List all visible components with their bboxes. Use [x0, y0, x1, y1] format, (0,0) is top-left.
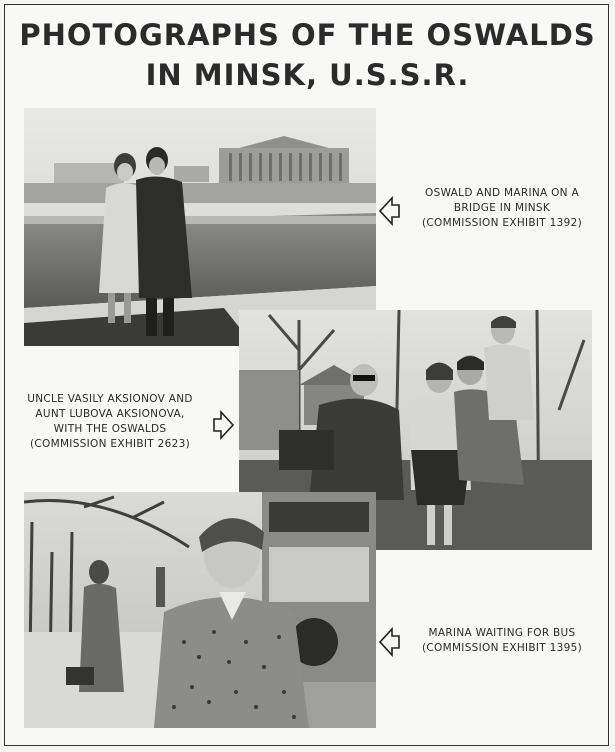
- caption-line: UNCLE VASILY AKSIONOV AND: [27, 393, 193, 405]
- arrow-right-icon: [213, 410, 235, 440]
- family-caption: [10, 392, 210, 452]
- caption-line: BRIDGE IN MINSK: [453, 202, 551, 214]
- page-title-line-1: PHOTOGRAPHS OF THE OSWALDS: [19, 18, 596, 52]
- bus-caption: [402, 626, 602, 656]
- caption-line: MARINA WAITING FOR BUS: [428, 627, 576, 639]
- bridge-caption: [402, 186, 602, 231]
- caption-line: WITH THE OSWALDS: [53, 423, 167, 435]
- caption-line: OSWALD AND MARINA ON A: [425, 187, 579, 199]
- page-title-line-2: IN MINSK, U.S.S.R.: [145, 58, 470, 92]
- caption-line: AUNT LUBOVA AKSIONOVA,: [35, 408, 185, 420]
- arrow-left-icon: [378, 196, 400, 226]
- caption-line: (COMMISSION EXHIBIT 2623): [30, 438, 190, 450]
- caption-line: (COMMISSION EXHIBIT 1392): [422, 217, 582, 229]
- caption-line: (COMMISSION EXHIBIT 1395): [422, 642, 582, 654]
- arrow-left-icon: [378, 627, 400, 657]
- bus-photo: [24, 492, 376, 728]
